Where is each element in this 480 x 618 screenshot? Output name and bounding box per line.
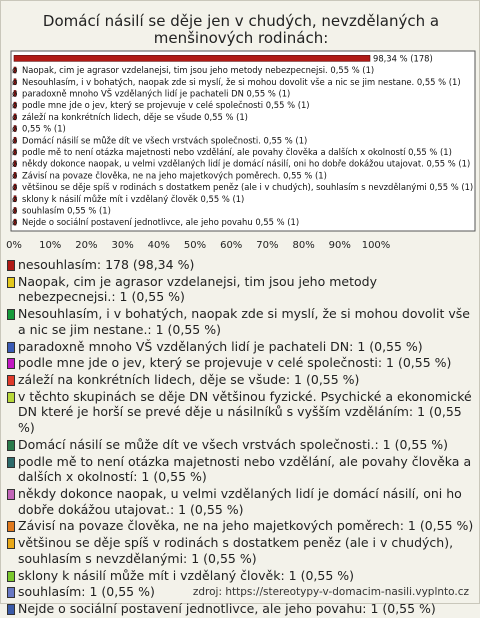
bar-marker-8: ø [12, 147, 18, 158]
legend-label: v těchto skupinách se děje DN většinou fyzické. Psychické a ekonomické DN které je horší se prevé děje u násilníků s vyšším vzděláním: 1 (0,55 %) [18, 388, 472, 436]
legend-item [7, 437, 477, 453]
legend-swatch [7, 260, 15, 271]
legend-swatch [7, 392, 15, 403]
bar-marker-4: ø [12, 101, 18, 112]
source-note: zdroj: https://stereotypy-v-domacim-nasili.vyplnto.cz [192, 586, 469, 598]
legend-swatch [7, 571, 15, 582]
legend-label: Nesouhlasím, i v bohatých, naopak zde si myslí, že si mohou dovolit vše a nic se jim nestane.: 1 (0,55 %) [18, 306, 470, 337]
legend-item [7, 535, 477, 566]
legend-item [7, 372, 477, 388]
bar-marker-10: ø [12, 171, 18, 182]
legend-label: podle mne jde o jev, který se projevuje v celé společnosti: 1 (0,55 %) [18, 355, 452, 371]
x-tick-label: 0% [6, 240, 22, 251]
legend-swatch [7, 358, 15, 369]
x-tick-label: 40% [147, 240, 170, 251]
bar-label-8: podle mě to není otázka majetnosti nebo vzdělání, ale povahy člověka a dalších x okolností 0,55 % (1) [22, 146, 452, 157]
x-tick-label: 80% [292, 240, 315, 251]
legend-swatch [7, 342, 15, 353]
legend-item [7, 601, 477, 617]
bar-marker-9: ø [12, 159, 18, 170]
legend-swatch [7, 440, 15, 451]
legend-item [7, 568, 477, 584]
bar-label-10: Závisí na povaze člověka, ne na jeho majetkových poměrech. 0,55 % (1) [22, 170, 327, 181]
chart-title: Domácí násilí se děje jen v chudých, nevzdělaných a menšinových rodinách: [42, 12, 440, 47]
legend-label: Nejde o sociální postavení jednotlivce, ale jeho povahu: 1 (0,55 %) [18, 601, 436, 617]
bar-label-12: sklony k násilí může mít i vzdělaný člověk 0,55 % (1) [22, 193, 245, 204]
bar-label-9: někdy dokonce naopak, u velmi vzdělaných lidí je domácí násilí, oni ho dobře dokážou utajovat. 0,55 % (1) [22, 158, 471, 169]
legend-label: záleží na konkrétních lidech, děje se všude: 1 (0,55 %) [18, 372, 360, 388]
x-tick-label: 100% [361, 240, 391, 251]
legend-swatch [7, 587, 15, 598]
legend-label: sklony k násilí může mít i vzdělaný člověk: 1 (0,55 %) [18, 567, 355, 583]
legend-item [7, 306, 477, 337]
legend-item [7, 389, 477, 436]
bar-marker-11: ø [12, 183, 18, 194]
chart-plot [1, 45, 480, 251]
bar-marker-14: ø [12, 218, 18, 229]
legend-item [7, 486, 477, 517]
legend-label: Závisí na povaze člověka, ne na jeho majetkových poměrech: 1 (0,55 %) [18, 518, 474, 534]
legend-swatch [7, 604, 15, 615]
legend-swatch [7, 375, 15, 386]
legend-label: většinou se děje spíš v rodinách s dostatkem peněz (ale i v chudých), souhlasím s nevzdělanými: 1 (0,55 %) [18, 535, 454, 566]
legend-item [7, 355, 477, 371]
bar-marker-5: ø [12, 112, 18, 123]
bar-label-2: Nesouhlasím, i v bohatých, naopak zde si myslí, že si mohou dovolit vše a nic se jim nestane. 0,55 % (1) [22, 76, 461, 87]
bar-marker-1: ø [12, 66, 18, 77]
bar-marker-6: ø [12, 124, 18, 135]
legend-label: někdy dokonce naopak, u velmi vzdělaných lidí je domácí násilí, oni ho dobře dokážou utajovat.: 1 (0,55 %) [18, 486, 462, 517]
legend-item [7, 339, 477, 355]
legend-item [7, 454, 477, 485]
legend-label: podle mě to není otázka majetnosti nebo vzdělání, ale povahy člověka a dalších x okolností: 1 (0,55 %) [18, 453, 472, 485]
legend-label: paradoxně mnoho VŠ vzdělaných lidí je pachateli DN: 1 (0,55 %) [18, 338, 423, 354]
bar-label-11: většinou se děje spíš v rodinách s dostatkem peněz (ale i v chudých), souhlasím s nevzdělanými 0,55 % (1) [22, 182, 474, 193]
x-tick-label: 50% [183, 240, 207, 251]
bar-marker-3: ø [12, 89, 18, 100]
bar-label-13: souhlasím 0,55 % (1) [22, 205, 111, 216]
bar-label-3: paradoxně mnoho VŠ vzdělaných lidí je pachateli DN 0,55 % (1) [22, 88, 291, 99]
legend-label: Domácí násilí se může dít ve všech vrstvách společnosti.: 1 (0,55 %) [18, 436, 449, 452]
legend-label: souhlasím: 1 (0,55 %) [18, 584, 155, 600]
x-tick-label: 90% [328, 240, 351, 251]
bar-0 [14, 55, 370, 61]
legend-swatch [7, 489, 15, 500]
legend-swatch [7, 277, 15, 288]
bar-label-7: Domácí násilí se může dít ve všech vrstvách společnosti. 0,55 % (1) [22, 135, 308, 146]
legend-item [7, 257, 477, 273]
bar-label-1: Naopak, cim je agrasor vzdelanejsi, tim jsou jeho metody nebezpecnejsi. 0,55 % (1) [22, 65, 375, 76]
x-tick-label: 30% [111, 240, 134, 251]
bar-marker-13: ø [12, 206, 18, 217]
chart-legend [7, 257, 477, 618]
legend-swatch [7, 521, 15, 532]
bar-marker-12: ø [12, 194, 18, 205]
bar-label-6: 0,55 % (1) [22, 123, 66, 134]
legend-swatch [7, 309, 15, 320]
bar-label-0: 98,34 % (178) [372, 53, 433, 64]
x-tick-label: 10% [39, 240, 62, 251]
bar-marker-7: ø [12, 136, 18, 147]
legend-item [7, 274, 477, 305]
bar-label-14: Nejde o sociální postavení jednotlivce, ale jeho povahu 0,55 % (1) [22, 217, 300, 228]
legend-item [7, 518, 477, 534]
x-tick-label: 60% [220, 240, 243, 251]
legend-label: nesouhlasím: 178 (98,34 %) [18, 257, 195, 272]
legend-swatch [7, 457, 15, 468]
bar-label-5: záleží na konkrétních lidech, děje se všude 0,55 % (1) [22, 111, 248, 122]
legend-label: Naopak, cim je agrasor vzdelanejsi, tim jsou jeho metody nebezpecnejsi.: 1 (0,55 %) [18, 273, 377, 305]
bar-marker-2: ø [12, 77, 18, 88]
legend-swatch [7, 538, 15, 549]
x-tick-label: 20% [75, 240, 98, 251]
x-tick-label: 70% [256, 240, 279, 251]
bar-label-4: podle mne jde o jev, který se projevuje v celé společnosti 0,55 % (1) [22, 100, 310, 111]
